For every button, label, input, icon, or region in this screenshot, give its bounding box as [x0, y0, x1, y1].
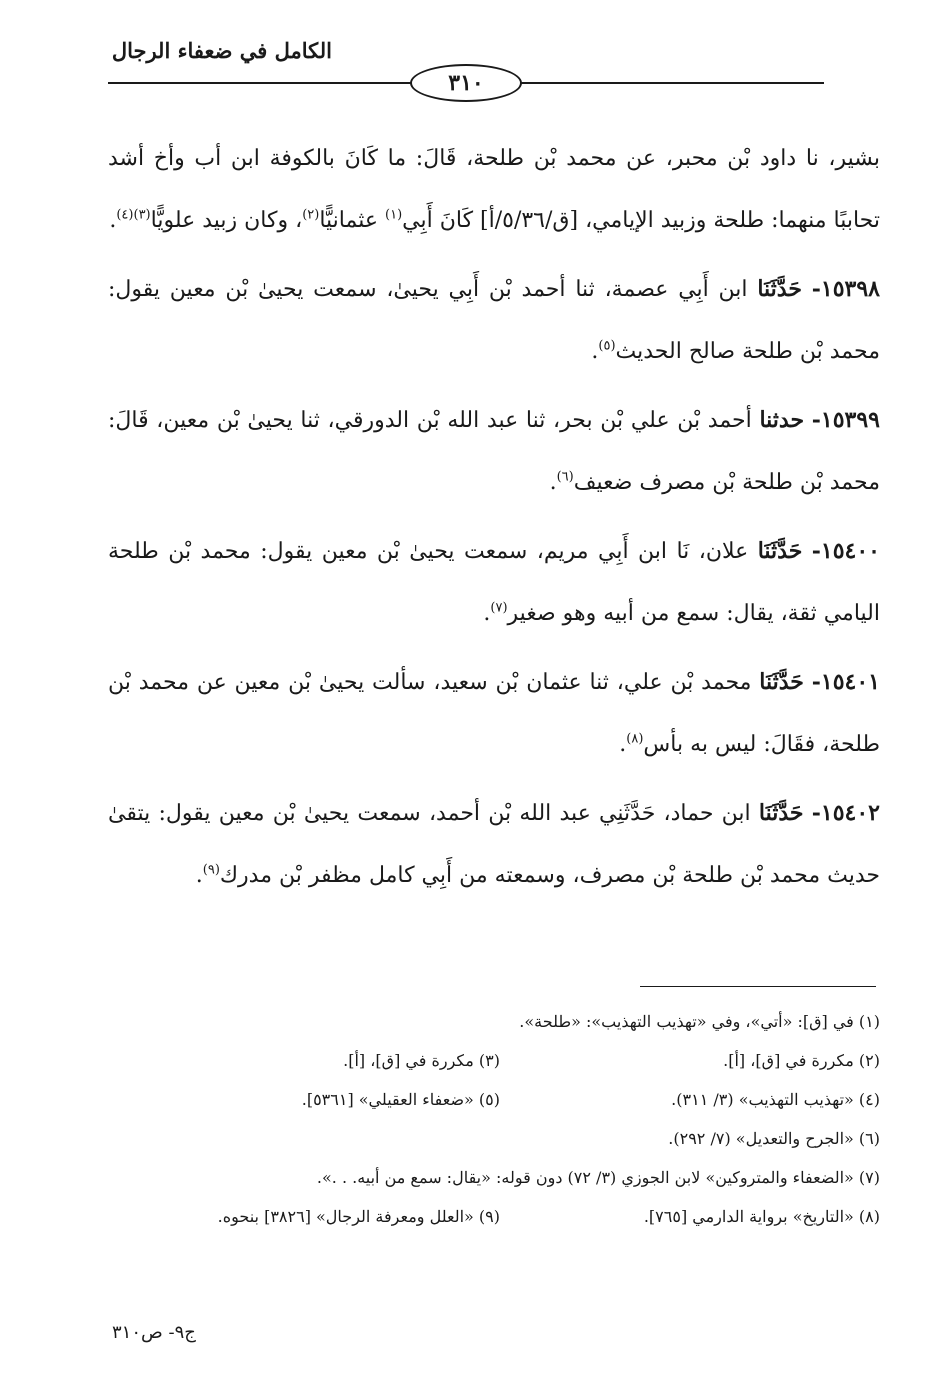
running-title: الكامل في ضعفاء الرجال — [111, 38, 332, 63]
footnote-2: (٢) مكررة في [ق]، [أ]. — [723, 1051, 880, 1070]
entry-15400 — [108, 520, 880, 645]
footnote-8: (٨) «التاريخ» برواية الدارمي [٧٦٥]. — [643, 1207, 880, 1226]
footnote-9: (٩) «العلل ومعرفة الرجال» [٣٨٢٦] بنحوه. — [217, 1207, 500, 1226]
entry-end: . — [195, 863, 203, 888]
body-text — [108, 128, 880, 913]
entry-end: . — [591, 339, 599, 364]
entry-number: ١٥٤٠١- — [811, 669, 880, 695]
footnote-ref-1: (١) — [385, 207, 403, 223]
entry-text: علان، نَا ابن أَبِي مريم، سمعت يحيىٰ بْن معين يقول: محمد بْن طلحة اليامي ثقة، يقال: سمع من أبيه وهو صغير — [108, 539, 880, 626]
footnote-row — [108, 1002, 880, 1041]
entry-15401 — [108, 651, 880, 776]
footnote-7: (٧) «الضعفاء والمتروكين» لابن الجوزي (٣/ ٧٢) دون قوله: «يقال: سمع من أبيه. . .». — [316, 1168, 880, 1187]
narration-verb: حَدَّثَنَا — [757, 538, 803, 564]
entry-text: محمد بْن علي، ثنا عثمان بْن سعيد، سألت يحيىٰ بْن معين عن محمد بْن طلحة، فقَالَ: ليس به بأس — [108, 670, 880, 757]
entry-number: ١٥٤٠٠- — [811, 538, 880, 564]
entry-15402 — [108, 782, 880, 907]
narration-verb: حَدَّثَنَا — [759, 669, 804, 695]
footnote-ref-3-4: (٣)(٤) — [116, 207, 151, 223]
footnote-row — [108, 1041, 880, 1080]
entry-number: ١٥٤٠٢- — [811, 800, 880, 826]
entry-end: . — [619, 732, 627, 757]
footnote-ref-9: (٩) — [202, 862, 220, 878]
entry-end: . — [549, 470, 557, 495]
footnote-3: (٣) مكررة في [ق]، [أ]. — [343, 1051, 500, 1070]
footnote-ref-2: (٢) — [302, 207, 320, 223]
page-number: ٣١٠ — [410, 64, 522, 102]
intro-text-4: . — [109, 208, 117, 233]
footnote-5: (٥) «ضعفاء العقيلي» [٥٣٦١]. — [301, 1090, 500, 1109]
entry-15399 — [108, 389, 880, 514]
footnote-separator — [640, 986, 876, 987]
entry-text: ابن أَبِي عصمة، ثنا أحمد بْن أَبِي يحيىٰ، سمعت يحيىٰ بْن معين يقول: محمد بْن طلحة صالح الحديث — [108, 277, 880, 364]
footnote-row — [108, 1080, 880, 1119]
intro-text-1: بشير، نا داود بْن محبر، عن محمد بْن طلحة، قَالَ: ما كَانَ بالكوفة ابن أب وأخ أشد تحاببًا منهما: طلحة وزبيد الإيامي، [ق/٥/٣٦/أ] كَانَ أَبِي — [108, 146, 880, 233]
footnote-ref-7: (٧) — [490, 600, 508, 616]
footnote-4: (٤) «تهذيب التهذيب» (٣/ ٣١١). — [671, 1090, 880, 1109]
narration-verb: حَدَّثَنَا — [758, 800, 804, 826]
footnote-row — [108, 1119, 880, 1158]
intro-paragraph — [108, 128, 880, 252]
footnotes — [108, 1002, 880, 1236]
narration-verb: حدثنا — [759, 407, 805, 433]
entry-number: ١٥٣٩٨- — [811, 276, 880, 302]
footnote-row — [108, 1158, 880, 1197]
footnote-ref-6: (٦) — [556, 469, 574, 485]
narration-verb: حَدَّثَنَا — [757, 276, 802, 302]
entry-end: . — [483, 601, 491, 626]
entry-text: أحمد بْن علي بْن بحر، ثنا عبد الله بْن الدورقي، ثنا يحيىٰ بْن معين، قَالَ: محمد بْن طلحة بْن مصرف ضعيف — [108, 408, 880, 495]
entry-15398 — [108, 258, 880, 383]
footnote-6: (٦) «الجرح والتعديل» (٧/ ٢٩٢). — [668, 1129, 880, 1148]
entry-text: ابن حماد، حَدَّثَنِي عبد الله بْن أحمد، سمعت يحيىٰ بْن معين يقول: يتقىٰ حديث محمد بْن طلحة بْن مصرف، وسمعته من أَبِي كامل مظفر بْن مدرك — [108, 801, 880, 888]
footnote-1: (١) في [ق]: «أتي»، وفي «تهذيب التهذيب»: «طلحة». — [519, 1012, 880, 1031]
volume-page-folio: ج٩- ص٣١٠ — [112, 1322, 196, 1343]
footnote-ref-5: (٥) — [598, 338, 616, 354]
footnote-row — [108, 1197, 880, 1236]
intro-text-3: ، وكان زبيد علويًّا — [150, 208, 303, 233]
footnote-ref-8: (٨) — [626, 731, 644, 747]
intro-text-2: عثمانيًّا — [319, 208, 385, 233]
entry-number: ١٥٣٩٩- — [811, 407, 880, 433]
